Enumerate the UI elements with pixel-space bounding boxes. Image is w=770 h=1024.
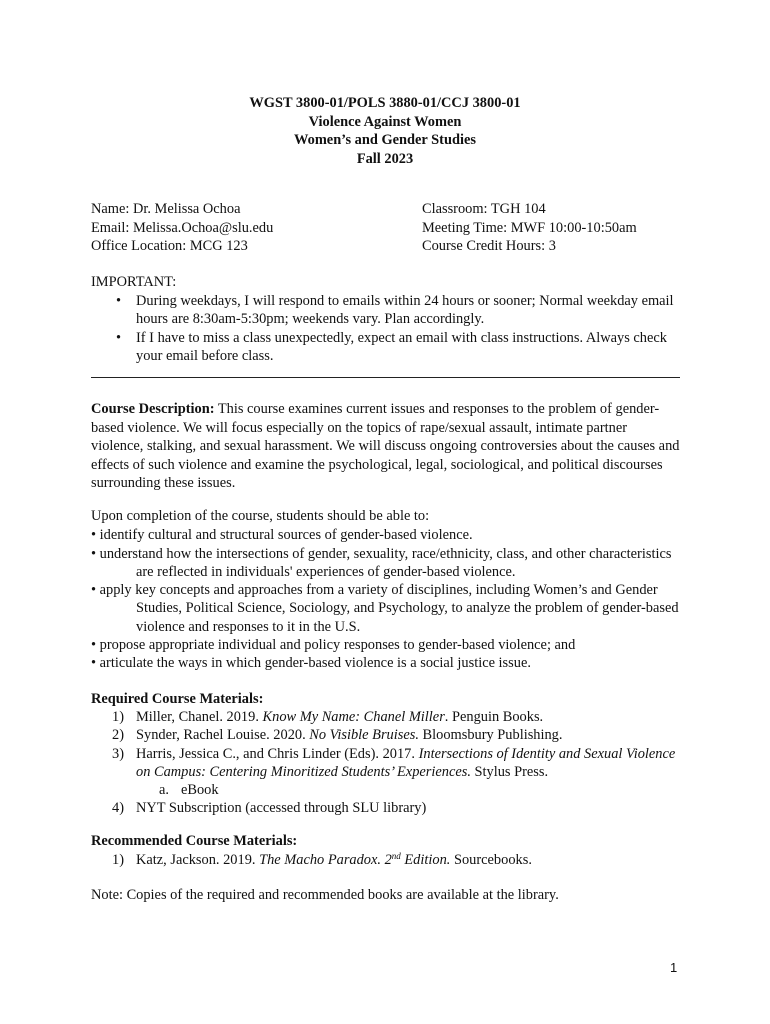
- bullet-icon: •: [91, 527, 97, 544]
- list-item: [91, 292, 691, 329]
- citation-publisher: Sourcebooks.: [450, 851, 532, 868]
- required-heading: Required Course Materials:: [91, 691, 264, 707]
- description-text: This course examines current issues and responses to the problem of gender-based violence. We will focus especially on the topics of rape/sexual assault, intimate partner violence, stalking, and sexual harassment. We will discuss ongoing controversies about the causes and effects of such violence and examine the psychological, legal, sociological, and political discourses surrounding these issues.: [91, 401, 680, 491]
- list-item: [91, 726, 681, 744]
- course-description: [91, 400, 681, 493]
- availability-note: Note: Copies of the required and recommended books are available at the library.: [91, 887, 559, 903]
- outcome-text: identify cultural and structural sources of gender-based violence.: [99, 527, 473, 544]
- list-item: [91, 745, 681, 781]
- item-number: 1): [112, 851, 124, 868]
- list-item: [91, 329, 691, 366]
- item-number: 1): [112, 709, 124, 726]
- citation-publisher: Bloomsbury Publishing.: [418, 727, 563, 744]
- credit-hours: Course Credit Hours: 3: [422, 238, 556, 254]
- outcome-text: apply key concepts and approaches from a variety of disciplines, including Women’s and Gender Studies, Political Science, Sociology, and Psychology, to analyze the problem of gender-based violence and responses to it in the U.S.: [99, 582, 679, 635]
- book-title: Intersections of Identity and Sexual Violence on Campus: Centering Minoritized Students’ Experiences.: [136, 745, 676, 780]
- term: Fall 2023: [356, 150, 414, 167]
- outcome-text: propose appropriate individual and policy responses to gender-based violence; and: [99, 637, 576, 654]
- subitem-letter: a.: [159, 782, 169, 799]
- list-item: [91, 526, 681, 544]
- citation-author: Synder, Rachel Louise. 2020.: [136, 727, 310, 744]
- book-title-edition: Edition.: [400, 851, 451, 868]
- required-materials: [91, 690, 681, 817]
- instructor-email: Email: Melissa.Ochoa@slu.edu: [91, 219, 274, 236]
- item-number: 3): [112, 745, 124, 762]
- bullet-icon: •: [91, 582, 97, 599]
- subitem-text: eBook: [181, 782, 219, 799]
- book-title-main: The Macho Paradox. 2: [259, 851, 392, 868]
- course-codes: WGST 3800-01/POLS 3880-01/CCJ 3800-01: [249, 95, 521, 111]
- description-label: Course Description:: [91, 401, 215, 417]
- meeting-time: Meeting Time: MWF 10:00-10:50am: [422, 219, 637, 236]
- important-section: [91, 273, 691, 366]
- item-number: 2): [112, 727, 124, 744]
- course-title: Violence Against Women: [308, 113, 462, 130]
- important-list: [91, 292, 691, 366]
- department-name: Women’s and Gender Studies: [294, 132, 476, 148]
- outcome-text: articulate the ways in which gender-based violence is a social justice issue.: [99, 655, 531, 672]
- bullet-icon: •: [116, 329, 122, 346]
- outcomes-intro: Upon completion of the course, students should be able to:: [91, 508, 430, 524]
- list-subitem: [91, 781, 681, 799]
- syllabus-header: [0, 94, 770, 168]
- instructor-info: [91, 200, 411, 256]
- citation-author: Harris, Jessica C., and Chris Linder (Eds). 2017.: [136, 745, 419, 762]
- list-item: [91, 851, 681, 870]
- list-item: [91, 636, 681, 654]
- book-title: [259, 852, 450, 868]
- citation-text: NYT Subscription (accessed through SLU library): [136, 800, 427, 817]
- item-number: 4): [112, 800, 124, 817]
- course-logistics: [422, 200, 682, 256]
- learning-outcomes: [91, 507, 681, 673]
- classroom: Classroom: TGH 104: [422, 201, 546, 217]
- list-item: [91, 581, 681, 636]
- important-item-text: During weekdays, I will respond to emails within 24 hours or sooner; Normal weekday email hours are 8:30am-5:30pm; weekends vary. Plan accordingly.: [136, 292, 674, 327]
- citation-publisher: Stylus Press.: [470, 763, 549, 780]
- book-title: No Visible Bruises.: [309, 727, 419, 744]
- instructor-name: Name: Dr. Melissa Ochoa: [91, 201, 241, 217]
- outcome-text: understand how the intersections of gender, sexuality, race/ethnicity, class, and other characteristics are reflected in individuals' experiences of gender-based violence.: [99, 545, 672, 580]
- important-item-text: If I have to miss a class unexpectedly, expect an email with class instructions. Always check your email before class.: [136, 329, 667, 364]
- list-item: [91, 799, 681, 817]
- citation-author: Miller, Chanel. 2019.: [136, 709, 263, 726]
- bullet-icon: •: [91, 655, 97, 672]
- citation-author: Katz, Jackson. 2019.: [136, 851, 260, 868]
- recommended-materials: [91, 832, 681, 869]
- bullet-icon: •: [91, 545, 97, 562]
- list-item: [91, 708, 681, 726]
- book-title: Know My Name: Chanel Miller: [262, 709, 445, 726]
- bullet-icon: •: [91, 637, 97, 654]
- ordinal-superscript: nd: [391, 850, 401, 861]
- bullet-icon: •: [116, 292, 122, 309]
- recommended-heading: Recommended Course Materials:: [91, 833, 298, 849]
- list-item: [91, 654, 681, 672]
- horizontal-divider: [91, 377, 680, 378]
- page-number: 1: [670, 960, 678, 975]
- list-item: [91, 545, 681, 582]
- citation-publisher: . Penguin Books.: [444, 709, 544, 726]
- office-location: Office Location: MCG 123: [91, 238, 248, 254]
- important-heading: IMPORTANT:: [91, 274, 177, 290]
